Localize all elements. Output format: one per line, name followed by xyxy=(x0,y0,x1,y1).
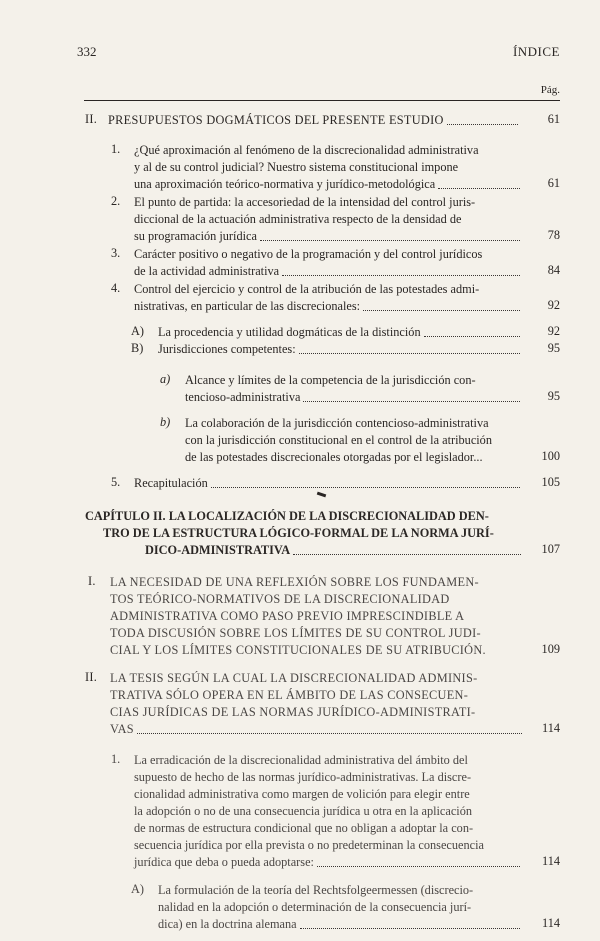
leader-dots xyxy=(438,188,520,189)
page-number: 332 xyxy=(77,44,97,59)
entry-number: 2. xyxy=(111,194,121,208)
entry-number: A) xyxy=(131,882,144,896)
entry-number: II. xyxy=(85,670,98,684)
entry-text: La procedencia y utilidad dogmáticas de la distinción xyxy=(158,325,421,339)
toc-entry[interactable] xyxy=(185,415,524,466)
entry-line: ¿Qué aproximación al fenómeno de la discrecionalidad administrativa xyxy=(134,143,479,157)
entry-line: TRATIVA SÓLO OPERA EN EL ÁMBITO DE LAS CONSECUEN- xyxy=(110,688,469,702)
entry-page: 114 xyxy=(542,721,560,735)
entry-line: con la jurisdicción constitucional en el control de la atribución xyxy=(185,433,492,447)
entry-line: de normas de estructura condicional que no obligan a adoptar la con- xyxy=(134,821,474,835)
leader-dots xyxy=(293,554,521,555)
toc-entry[interactable] xyxy=(134,281,524,315)
entry-line: y al de su control judicial? Nuestro sistema constitucional impone xyxy=(134,160,459,174)
toc-entry[interactable] xyxy=(134,475,524,492)
entry-line: Alcance y límites de la competencia de la jurisdicción con- xyxy=(185,373,476,387)
entry-page: 107 xyxy=(541,542,560,556)
entry-text: PRESUPUESTOS DOGMÁTICOS DEL PRESENTE ESTUDIO xyxy=(108,113,444,127)
entry-text: dica) en la doctrina alemana xyxy=(158,917,297,931)
entry-page: 92 xyxy=(547,298,560,312)
entry-number: A) xyxy=(131,324,144,338)
entry-line: nalidad en la adopción o determinación de la consecuencia jurí- xyxy=(158,900,472,914)
entry-text: de la actividad administrativa xyxy=(134,264,280,278)
entry-number: II. xyxy=(85,112,98,126)
leader-dots xyxy=(363,310,520,311)
entry-number: 4. xyxy=(111,281,121,295)
entry-line: Control del ejercicio y control de la atribución de las potestades admi- xyxy=(134,282,480,296)
entry-line: CAPÍTULO II. LA LOCALIZACIÓN DE LA DISCRECIONALIDAD DEN- xyxy=(85,509,489,523)
entry-text: nistrativas, en particular de las discrecionales: xyxy=(134,299,361,313)
entry-line: supuesto de hecho de las normas jurídico-administrativas. La discre- xyxy=(134,770,472,784)
entry-page: 95 xyxy=(547,341,560,355)
entry-line: Carácter positivo o negativo de la programación y del control jurídicos xyxy=(134,247,483,261)
leader-dots xyxy=(447,124,518,125)
entry-line: TODA DISCUSIÓN SOBRE LOS LÍMITES DE SU CONTROL JUDI- xyxy=(110,626,481,640)
toc-entry[interactable] xyxy=(108,112,522,129)
entry-line: El punto de partida: la accesoriedad de la intensidad del control juris- xyxy=(134,195,476,209)
pag-label: Pág. xyxy=(540,84,560,96)
entry-page: 109 xyxy=(541,642,560,656)
entry-number: 5. xyxy=(111,475,121,489)
entry-page: 105 xyxy=(541,475,560,489)
entry-page: 95 xyxy=(547,389,560,403)
entry-number: 3. xyxy=(111,246,121,260)
running-title: ÍNDICE xyxy=(512,44,560,59)
toc-entry[interactable] xyxy=(134,246,524,280)
toc-entry[interactable] xyxy=(185,372,524,406)
entry-page: 84 xyxy=(547,263,560,277)
leader-dots xyxy=(211,487,520,488)
entry-page: 61 xyxy=(547,112,560,126)
entry-line: la adopción o no de una consecuencia jurídica u otra en la aplicación xyxy=(134,804,473,818)
entry-number: a) xyxy=(160,372,171,386)
entry-text: DICO-ADMINISTRATIVA xyxy=(145,543,291,557)
toc-entry[interactable] xyxy=(110,574,526,659)
entry-page: 114 xyxy=(542,916,560,930)
entry-line: ADMINISTRATIVA COMO PASO PREVIO IMPRESCINDIBLE A xyxy=(110,609,465,623)
entry-line: diccional de la actuación administrativa respecto de la densidad de xyxy=(134,212,462,226)
entry-line: CIAS JURÍDICAS DE LAS NORMAS JURÍDICO-ADMINISTRATI- xyxy=(110,705,476,719)
entry-page: 61 xyxy=(547,176,560,190)
leader-dots xyxy=(300,928,520,929)
chapter-heading[interactable] xyxy=(85,508,525,559)
entry-text: VAS xyxy=(110,722,134,736)
entry-line: La colaboración de la jurisdicción contencioso-administrativa xyxy=(185,416,489,430)
toc-entry[interactable] xyxy=(158,324,524,341)
entry-text: jurídica que deba o pueda adoptarse: xyxy=(134,855,314,869)
toc-entry[interactable] xyxy=(134,752,524,871)
entry-text: su programación jurídica xyxy=(134,229,257,243)
entry-text: CIAL Y LOS LÍMITES CONSTITUCIONALES DE SU ATRIBUCIÓN. xyxy=(110,643,486,657)
entry-text: tencioso-administrativa xyxy=(185,390,301,404)
leader-dots xyxy=(282,275,520,276)
entry-number: 1. xyxy=(111,142,121,156)
leader-dots xyxy=(299,353,520,354)
leader-dots xyxy=(260,240,520,241)
toc-entry[interactable] xyxy=(110,670,526,738)
entry-page: 78 xyxy=(547,228,560,242)
entry-number: B) xyxy=(131,341,144,355)
leader-dots xyxy=(137,733,522,734)
pen-mark xyxy=(317,492,326,498)
entry-page: 100 xyxy=(541,449,560,463)
entry-line: LA TESIS SEGÚN LA CUAL LA DISCRECIONALIDAD ADMINIS- xyxy=(110,671,478,685)
entry-line: LA NECESIDAD DE UNA REFLEXIÓN SOBRE LOS FUNDAMEN- xyxy=(110,575,479,589)
entry-text: Recapitulación xyxy=(134,476,208,490)
leader-dots xyxy=(424,336,520,337)
entry-line: secuencia jurídica por ella prevista o no predeterminan la consecuencia xyxy=(134,838,484,852)
toc-entry[interactable] xyxy=(158,341,524,358)
toc-entry[interactable] xyxy=(134,142,524,193)
entry-number: b) xyxy=(160,415,171,429)
toc-entry[interactable] xyxy=(158,882,524,933)
entry-page: 92 xyxy=(547,324,560,338)
entry-text: Jurisdicciones competentes: xyxy=(158,342,296,356)
pag-rule xyxy=(84,100,560,101)
leader-dots xyxy=(303,401,520,402)
entry-line: cionalidad administrativa como margen de volición para elegir entre xyxy=(134,787,470,801)
entry-text: de las potestades discrecionales otorgadas por el legislador... xyxy=(185,450,483,464)
toc-entry[interactable] xyxy=(134,194,524,245)
entry-number: I. xyxy=(88,574,96,588)
entry-line: La formulación de la teoría del Rechtsfolgeermessen (discrecio- xyxy=(158,883,474,897)
entry-text: una aproximación teórico-normativa y jurídico-metodológica xyxy=(134,177,436,191)
leader-dots xyxy=(317,866,520,867)
entry-line: TOS TEÓRICO-NORMATIVOS DE LA DISCRECIONALIDAD xyxy=(110,592,450,606)
entry-number: 1. xyxy=(111,752,121,766)
entry-line: TRO DE LA ESTRUCTURA LÓGICO-FORMAL DE LA NORMA JURÍ- xyxy=(103,526,494,540)
entry-line: La erradicación de la discrecionalidad administrativa del ámbito del xyxy=(134,753,468,767)
entry-page: 114 xyxy=(542,854,560,868)
